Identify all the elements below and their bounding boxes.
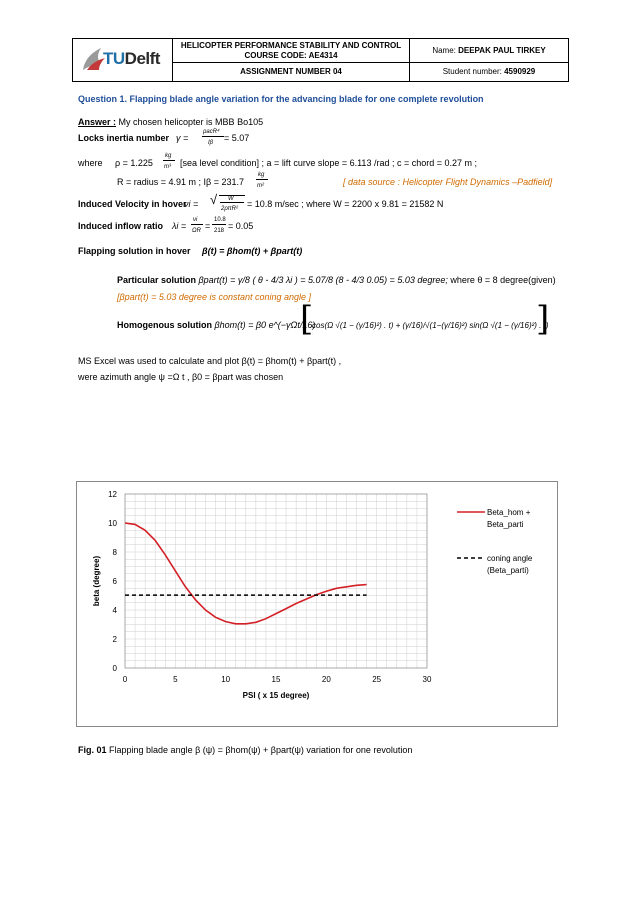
lock-symbol: γ = bbox=[176, 133, 189, 143]
vi-sqrt-sign: √ bbox=[210, 192, 218, 207]
ib-unit-bar bbox=[256, 179, 268, 180]
rho-unit-num: kg bbox=[165, 153, 172, 159]
hom-equation: βhom(t) = β0 e^(−γΩt/16) bbox=[214, 320, 316, 330]
hom-bracket-content: cos(Ω √(1 − (γ/16)²) . t) + (γ/16)/√(1−(γ/16)²) sin(Ω √(1 − (γ/16)²) . t) bbox=[312, 321, 549, 330]
rho-rest: [sea level condition] ; a = lift curve slope = 6.113 /rad ; c = chord = 0.27 m ; bbox=[180, 158, 477, 168]
lambda-num1: νi bbox=[193, 217, 198, 223]
name-label: Name: bbox=[432, 46, 456, 55]
legend-label: Beta_hom + bbox=[487, 508, 531, 517]
part-equation: βpart(t) = γ/8 ( θ - 4/3 λi ) = 5.07/8 (8 - 4/3 0.05) = 5.03 degree; bbox=[198, 275, 448, 285]
hom-bracket-right: ] bbox=[536, 299, 550, 339]
legend-label: Beta_parti bbox=[487, 520, 524, 529]
rho-unit-den: m³ bbox=[164, 164, 171, 170]
x-tick-label: 0 bbox=[122, 675, 128, 684]
figure-caption bbox=[78, 745, 412, 756]
logo-cell bbox=[73, 39, 173, 81]
lambda-den2: 218 bbox=[214, 228, 225, 234]
y-tick-label: 12 bbox=[108, 490, 117, 499]
x-axis-label: PSI ( x 15 degree) bbox=[242, 691, 310, 700]
lambda-bar1 bbox=[191, 224, 203, 225]
part-note: [βpart(t) = 5.03 degree is constant coning angle ] bbox=[117, 292, 312, 302]
name-cell bbox=[410, 39, 568, 63]
vi-fraction-bar bbox=[220, 202, 244, 203]
hom-line bbox=[117, 320, 315, 331]
answer-intro: My chosen helicopter is MBB Bo105 bbox=[116, 117, 264, 127]
lambda-symbol: λi = bbox=[172, 221, 187, 231]
x-tick-label: 5 bbox=[173, 675, 178, 684]
where-label: where bbox=[78, 158, 103, 168]
rho-value: ρ = 1.225 bbox=[115, 158, 153, 168]
header-table bbox=[72, 38, 569, 82]
y-tick-label: 10 bbox=[108, 519, 117, 528]
y-tick-label: 6 bbox=[112, 577, 117, 586]
part-where: where θ = 8 degree(given) bbox=[447, 275, 556, 285]
y-tick-label: 8 bbox=[112, 548, 117, 557]
rho-unit-bar bbox=[163, 160, 175, 161]
name-value: DEEPAK PAUL TIRKEY bbox=[458, 46, 546, 55]
x-tick-label: 25 bbox=[372, 675, 382, 684]
ib-unit-num: kg bbox=[258, 172, 265, 178]
lock-fraction-bar bbox=[202, 136, 224, 137]
radius-line: R = radius = 4.91 m ; Iβ = 231.7 bbox=[117, 177, 244, 187]
legend-label: (Beta_parti) bbox=[487, 566, 529, 575]
x-tick-label: 10 bbox=[221, 675, 231, 684]
vi-value: = 10.8 m/sec ; where W = 2200 x 9.81 = 21582 N bbox=[247, 199, 444, 209]
legend-label: coning angle bbox=[487, 554, 533, 563]
lambda-label: Induced inflow ratio bbox=[78, 221, 163, 231]
x-tick-label: 30 bbox=[422, 675, 432, 684]
y-axis-label: beta (degree) bbox=[92, 555, 101, 607]
part-line bbox=[117, 275, 556, 286]
vi-denominator: 2ρπR² bbox=[221, 206, 238, 212]
hom-bracket-left: [ bbox=[300, 299, 314, 339]
vi-symbol: νi = bbox=[184, 199, 199, 209]
lock-numerator: ρacR⁴ bbox=[203, 129, 220, 135]
flap-equation: β(t) = βhom(t) + βpart(t) bbox=[202, 246, 303, 256]
lock-value: = 5.07 bbox=[224, 133, 250, 143]
lock-label: Locks inertia number bbox=[78, 133, 170, 143]
lambda-eq: = bbox=[205, 221, 211, 231]
data-source: [ data source : Helicopter Flight Dynamics –Padfield] bbox=[343, 177, 553, 187]
course-code: COURSE CODE: AE4314 bbox=[244, 51, 338, 60]
x-tick-label: 20 bbox=[321, 675, 331, 684]
chart-frame bbox=[76, 481, 558, 727]
course-cell bbox=[173, 39, 410, 63]
assignment-number: ASSIGNMENT NUMBER 04 bbox=[173, 63, 410, 81]
lock-denominator: Iβ bbox=[208, 140, 214, 146]
hom-label: Homogenous solution bbox=[117, 320, 212, 330]
vi-numerator: W bbox=[228, 196, 234, 202]
x-tick-label: 15 bbox=[271, 675, 281, 684]
student-label: Student number: bbox=[442, 67, 502, 76]
lambda-value: = 0.05 bbox=[228, 221, 254, 231]
vi-label: Induced Velocity in hover bbox=[78, 199, 187, 209]
answer-line bbox=[78, 117, 263, 128]
excel-line-1: MS Excel was used to calculate and plot β(t) = βhom(t) + βpart(t) , bbox=[78, 356, 342, 366]
logo-text: TUDelft bbox=[103, 49, 160, 68]
y-tick-label: 4 bbox=[112, 606, 117, 615]
lambda-den1: ΩR bbox=[192, 228, 201, 234]
lambda-num2: 10.8 bbox=[214, 217, 226, 223]
caption-text: Flapping blade angle β (ψ) = βhom(ψ) + βpart(ψ) variation for one revolution bbox=[106, 745, 413, 755]
flap-label: Flapping solution in hover bbox=[78, 246, 191, 256]
excel-line-2: were azimuth angle ψ =Ω t , β0 = βpart was chosen bbox=[78, 372, 284, 382]
answer-label: Answer : bbox=[78, 117, 117, 127]
part-label: Particular solution bbox=[117, 275, 197, 285]
student-value: 4590929 bbox=[504, 67, 536, 76]
ib-unit-den: m² bbox=[257, 183, 264, 189]
flapping-chart bbox=[77, 482, 557, 726]
lambda-bar2 bbox=[212, 224, 226, 225]
y-tick-label: 0 bbox=[112, 664, 117, 673]
student-cell bbox=[410, 63, 568, 81]
caption-label: Fig. 01 bbox=[78, 745, 107, 755]
y-tick-label: 2 bbox=[112, 635, 117, 644]
course-title: HELICOPTER PERFORMANCE STABILITY AND CONTROL bbox=[180, 41, 402, 50]
question-title: Question 1. Flapping blade angle variation for the advancing blade for one complete revolution bbox=[78, 94, 484, 104]
